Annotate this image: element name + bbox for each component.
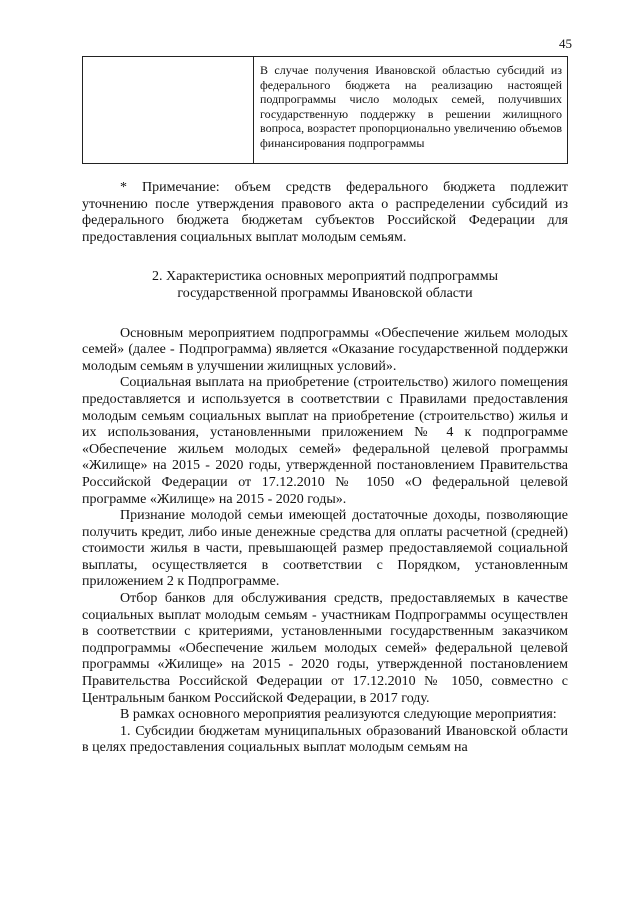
paragraph-6: 1. Субсидии бюджетам муниципальных образований Ивановской области в целях предоставления социальных выплат молодым семьям на: [82, 723, 568, 756]
table-right-cell: В случае получения Ивановской областью субсидий из федерального бюджета на реализацию настоящей подпрограммы число молодых семей, получивших государственную поддержку в решении жилищного вопроса, возрастет пропорционально увеличению объемов финансирования подпрограммы: [254, 57, 568, 164]
footnote-note: * Примечание: объем средств федерального бюджета подлежит уточнению после утверждения правового акта о распределении субсидий из федерального бюджета бюджетам субъектов Российской Федерации для предоставления социальных выплат молодым семьям.: [82, 180, 568, 245]
table-left-cell: [83, 57, 254, 164]
paragraph-3: Признание молодой семьи имеющей достаточные доходы, позволяющие получить кредит, либо иные денежные средства для оплаты расчетной (средней) стоимости жилья в части, превышающей размер предоставляемой социальной выплаты, осуществляется в соответствии с Порядком, установленным приложением 2 к Подпрограмме.: [82, 508, 568, 590]
paragraph-4: Отбор банков для обслуживания средств, предоставляемых в качестве социальных выплат молодым семьям - участникам Подпрограммы осуществлен в соответствии с критериями, установленными государственным заказчиком подпрограммы «Обеспечение жильем молодых семей» федеральной целевой программы «Жилище» на 2015 - 2020 годы, утвержденной постановлением Правительства Российской Федерации от 17.12.2010 № 1050, совместно с Центральным банком Российской Федерации, в 2017 году.: [82, 591, 568, 706]
section-title-line-2: государственной программы Ивановской области: [177, 285, 473, 301]
section-title: [82, 269, 568, 302]
document-body: [82, 180, 568, 757]
continuation-table: [82, 56, 568, 164]
table-row: [83, 57, 568, 164]
page-number: 45: [559, 36, 572, 51]
paragraph-2: Социальная выплата на приобретение (строительство) жилого помещения предоставляется и используется в соответствии с Правилами предоставления молодым семьям социальных выплат на приобретение (строительство) жилья и их использования, установленными приложением № 4 к подпрограмме «Обеспечение жильем молодых семей» федеральной целевой программы «Жилище» на 2015 - 2020 годы, утвержденной постановлением Правительства Российской Федерации от 17.12.2010 № 1050 «О федеральной целевой программе «Жилище» на 2015 - 2020 годы».: [82, 375, 568, 507]
paragraph-1: Основным мероприятием подпрограммы «Обеспечение жильем молодых семей» (далее - Подпрограмма) является «Оказание государственной поддержки молодым семьям в улучшении жилищных условий».: [82, 325, 568, 374]
paragraph-5: В рамках основного мероприятия реализуются следующие мероприятия:: [120, 707, 557, 723]
section-title-line-1: 2. Характеристика основных мероприятий подпрограммы: [151, 269, 499, 285]
